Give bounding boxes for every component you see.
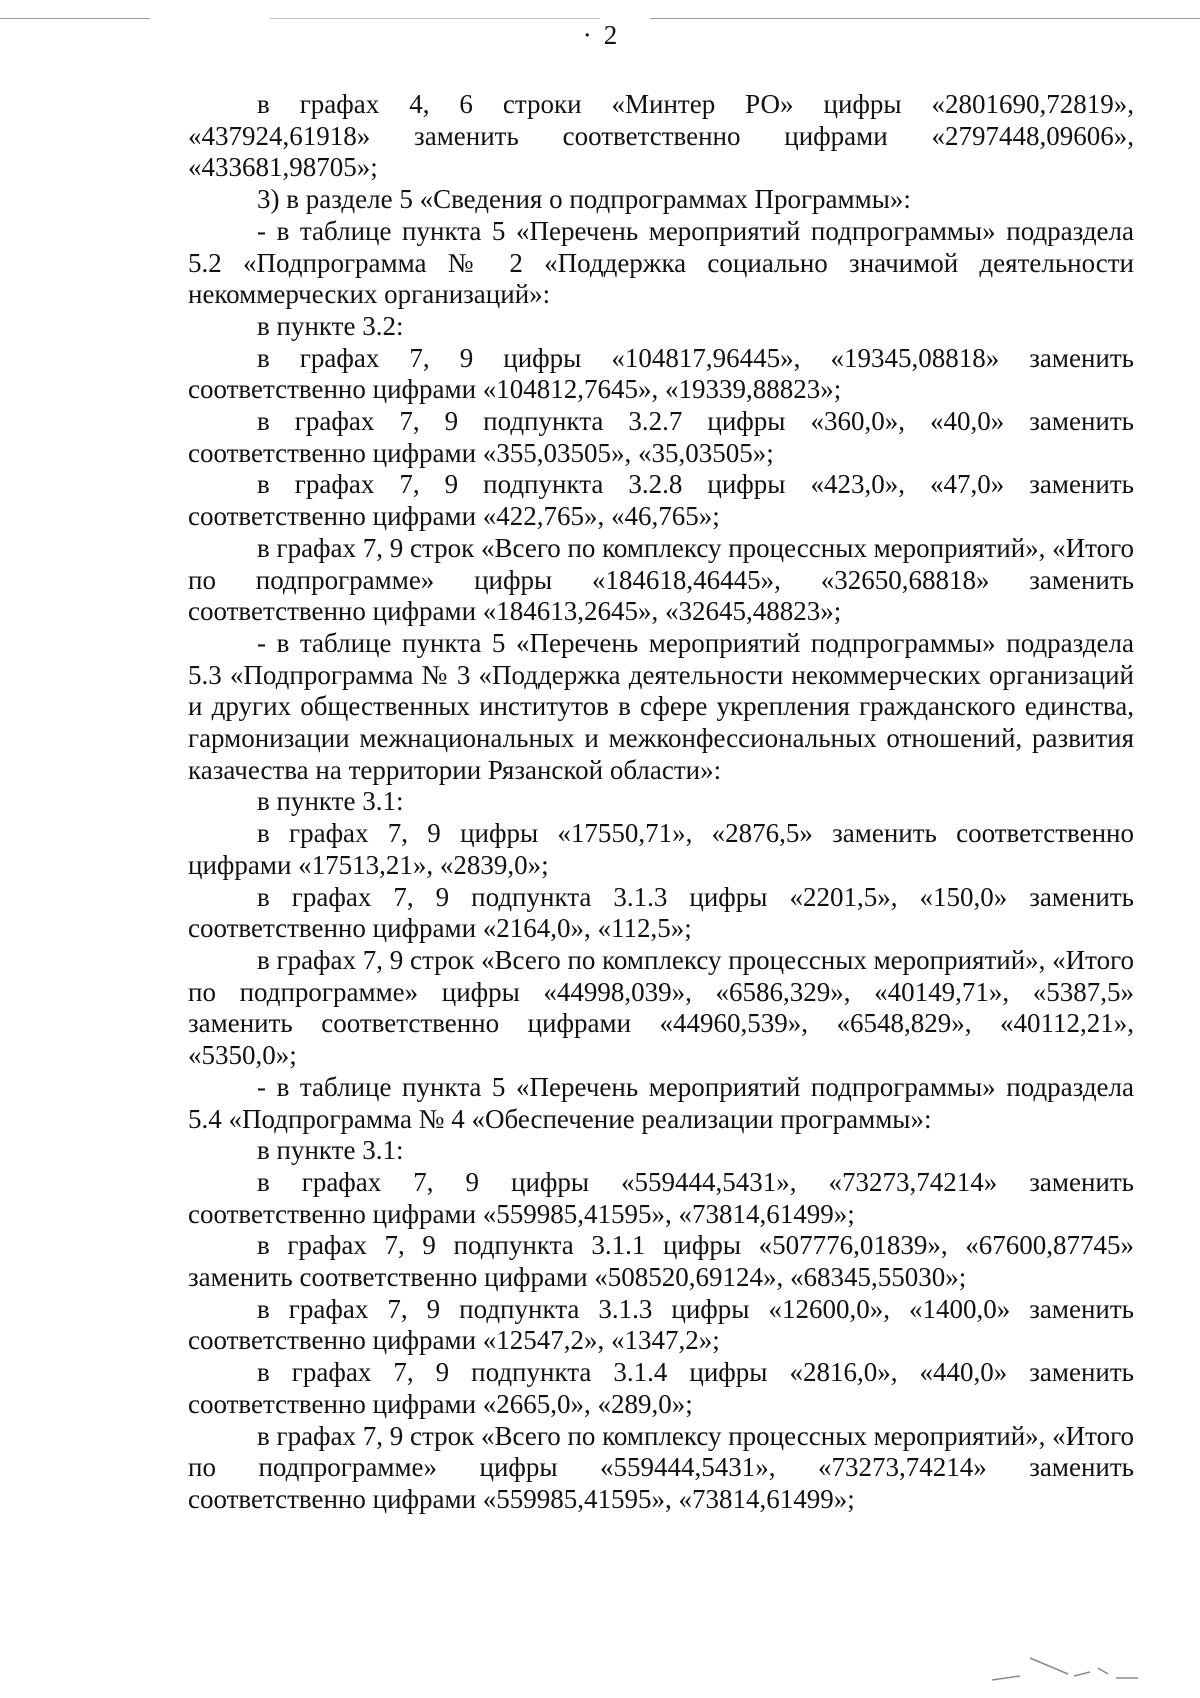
paragraph: в графах 7, 9 цифры «559444,5431», «73273,74214» заменить соответственно цифрами «559985,41595», «73814,61499»;	[188, 1166, 1134, 1229]
paragraph: в графах 7, 9 цифры «17550,71», «2876,5» заменить соответственно цифрами «17513,21», «2839,0»;	[188, 818, 1134, 880]
paragraph: в графах 7, 9 подпункта 3.2.7 цифры «360,0», «40,0» заменить соответственно цифрами «355,03505», «35,03505»;	[188, 406, 1134, 468]
paragraph: 3) в разделе 5 «Сведения о подпрограммах Программы»:	[257, 184, 911, 215]
paragraph: в графах 7, 9 подпункта 3.1.4 цифры «2816,0», «440,0» заменить соответственно цифрами «2665,0», «289,0»;	[188, 1357, 1134, 1419]
paragraph: в графах 7, 9 подпункта 3.1.3 цифры «2201,5», «150,0» заменить соответственно цифрами «2164,0», «112,5»;	[188, 881, 1134, 944]
paragraph: в графах 7, 9 строк «Всего по комплексу процессных мероприятий», «Итого по подпрограмме» цифры «559444,5431», «73273,74214» заменить соответственно цифрами «559985,41595», «73814,61499»;	[188, 1420, 1135, 1514]
paragraph: в графах 7, 9 подпункта 3.1.1 цифры «507776,01839», «67600,87745» заменить соответственно цифрами «508520,69124», «68345,55030»;	[188, 1230, 1134, 1293]
document-body	[188, 89, 1134, 1516]
paragraph: в пункте 3.1:	[257, 1135, 404, 1166]
paragraph: в пункте 3.2:	[257, 310, 404, 341]
paragraph: - в таблице пункта 5 «Перечень мероприятий подпрограммы» подраздела 5.2 «Подпрограмма № 2 «Поддержка социально значимой деятельности некоммерческих организаций»:	[188, 215, 1134, 310]
paragraph: - в таблице пункта 5 «Перечень мероприятий подпрограммы» подраздела 5.4 «Подпрограмма № 4 «Обеспечение реализации программы»:	[188, 1071, 1134, 1134]
paragraph: - в таблице пункта 5 «Перечень мероприятий подпрограммы» подраздела 5.3 «Подпрограмма № 3 «Поддержка деятельности некоммерческих организаций и других общественных институтов в сфере укрепления гражданского единства, гармонизации межнациональных и межконфессиональных отношений, развития казачества на территории Рязанской области»:	[188, 627, 1134, 785]
paragraph: в графах 7, 9 подпункта 3.1.3 цифры «12600,0», «1400,0» заменить соответственно цифрами «12547,2», «1347,2»;	[188, 1293, 1134, 1356]
scan-corner-marks	[990, 1654, 1140, 1684]
paragraph: в пункте 3.1:	[257, 786, 404, 817]
paragraph: в графах 4, 6 строки «Минтер РО» цифры «2801690,72819», «437924,61918» заменить соответственно цифрами «2797448,09606», «433681,98705»;	[188, 89, 1134, 183]
paragraph: в графах 7, 9 цифры «104817,96445», «19345,08818» заменить соответственно цифрами «104812,7645», «19339,88823»;	[188, 342, 1134, 405]
paragraph: в графах 7, 9 строк «Всего по комплексу процессных мероприятий», «Итого по подпрограмме» цифры «184618,46445», «32650,68818» заменить соответственно цифрами «184613,2645», «32645,48823»;	[188, 532, 1135, 627]
paragraph: в графах 7, 9 строк «Всего по комплексу процессных мероприятий», «Итого по подпрограмме» цифры «44998,039», «6586,329», «40149,71», «5387,5» заменить соответственно цифрами «44960,539», «6548,829», «40112,21», «5350,0»;	[188, 944, 1135, 1071]
page-number: · 2	[582, 20, 618, 50]
page-number-value: 2	[603, 20, 618, 50]
paragraph: в графах 7, 9 подпункта 3.2.8 цифры «423,0», «47,0» заменить соответственно цифрами «422,765», «46,765»;	[188, 469, 1134, 532]
